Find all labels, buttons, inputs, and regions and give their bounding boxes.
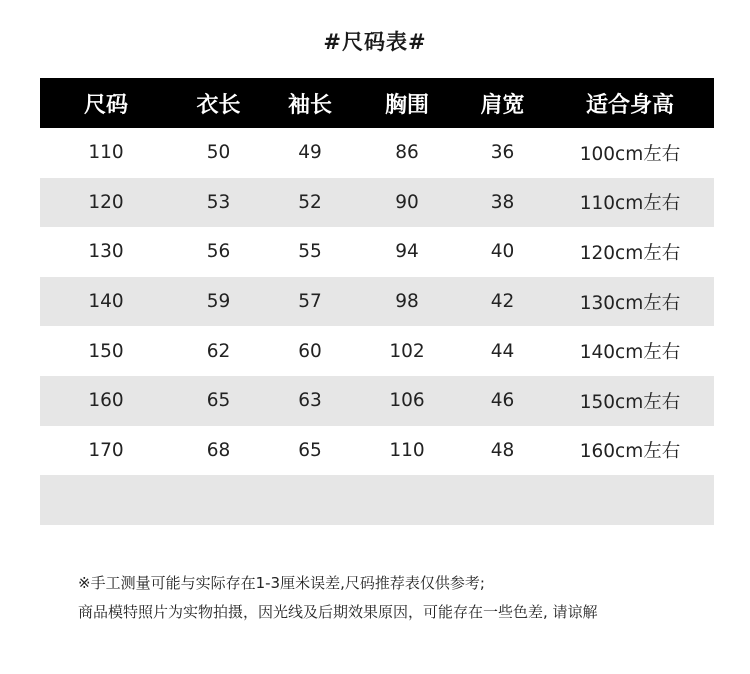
cell-sleeve: 52 — [298, 191, 322, 213]
cell-size: 120 — [88, 191, 124, 213]
cell-sleeve: 63 — [298, 390, 322, 412]
cell-chest: 90 — [395, 191, 419, 213]
cell-height: 150cm左右 — [579, 391, 681, 413]
cell-size: 160 — [88, 390, 124, 412]
table-row — [40, 277, 714, 327]
header-size: 尺码 — [83, 92, 128, 118]
cell-shoulder: 36 — [490, 142, 515, 164]
cell-shoulder: 40 — [490, 241, 515, 263]
cell-chest: 98 — [395, 291, 419, 313]
cell-length: 53 — [206, 191, 231, 213]
empty-table-row — [40, 475, 714, 525]
cell-length: 50 — [206, 142, 231, 164]
cell-height: 130cm左右 — [579, 292, 681, 314]
cell-shoulder: 42 — [490, 291, 515, 313]
cell-height: 110cm左右 — [579, 193, 681, 215]
table-row — [40, 376, 714, 426]
cell-sleeve: 65 — [298, 439, 322, 461]
header-sleeve: 袖长 — [287, 92, 332, 118]
cell-shoulder: 38 — [490, 191, 515, 213]
table-header-row — [40, 78, 714, 128]
cell-sleeve: 55 — [298, 241, 322, 263]
cell-height: 100cm左右 — [579, 143, 681, 165]
cell-shoulder: 46 — [490, 390, 515, 412]
cell-size: 140 — [88, 291, 124, 313]
header-height: 适合身高 — [585, 92, 674, 118]
color-difference-note: 商品模特照片为实物拍摄，因光线及后期效果原因，可能存在一些色差, 请谅解 — [78, 603, 598, 621]
cell-chest: 86 — [395, 142, 419, 164]
header-chest: 胸围 — [384, 92, 429, 118]
cell-chest: 94 — [395, 241, 419, 263]
cell-length: 62 — [206, 340, 231, 362]
table-row — [40, 426, 714, 476]
cell-height: 120cm左右 — [579, 242, 681, 264]
cell-chest: 102 — [389, 340, 425, 362]
cell-shoulder: 44 — [490, 340, 515, 362]
cell-sleeve: 49 — [298, 142, 322, 164]
header-length: 衣长 — [196, 92, 241, 118]
page-title: #尺码表# — [323, 30, 427, 54]
table-row — [40, 227, 714, 277]
cell-sleeve: 60 — [298, 340, 322, 362]
cell-length: 59 — [206, 291, 231, 313]
cell-chest: 110 — [389, 439, 425, 461]
measurement-note: ※手工测量可能与实际存在1-3厘米误差,尺码推荐表仅供参考; — [78, 574, 485, 592]
cell-height: 140cm左右 — [579, 342, 681, 364]
table-row — [40, 178, 714, 228]
cell-size: 110 — [88, 142, 124, 164]
cell-length: 65 — [206, 390, 231, 412]
size-table — [40, 78, 714, 525]
cell-length: 56 — [206, 241, 231, 263]
cell-sleeve: 57 — [298, 291, 322, 313]
cell-height: 160cm左右 — [579, 441, 681, 463]
cell-size: 130 — [88, 241, 124, 263]
header-shoulder: 肩宽 — [480, 92, 525, 118]
cell-size: 150 — [88, 340, 124, 362]
cell-size: 170 — [88, 439, 124, 461]
table-row — [40, 326, 714, 376]
cell-length: 68 — [206, 439, 231, 461]
cell-shoulder: 48 — [490, 439, 515, 461]
table-row — [40, 128, 714, 178]
cell-chest: 106 — [389, 390, 425, 412]
